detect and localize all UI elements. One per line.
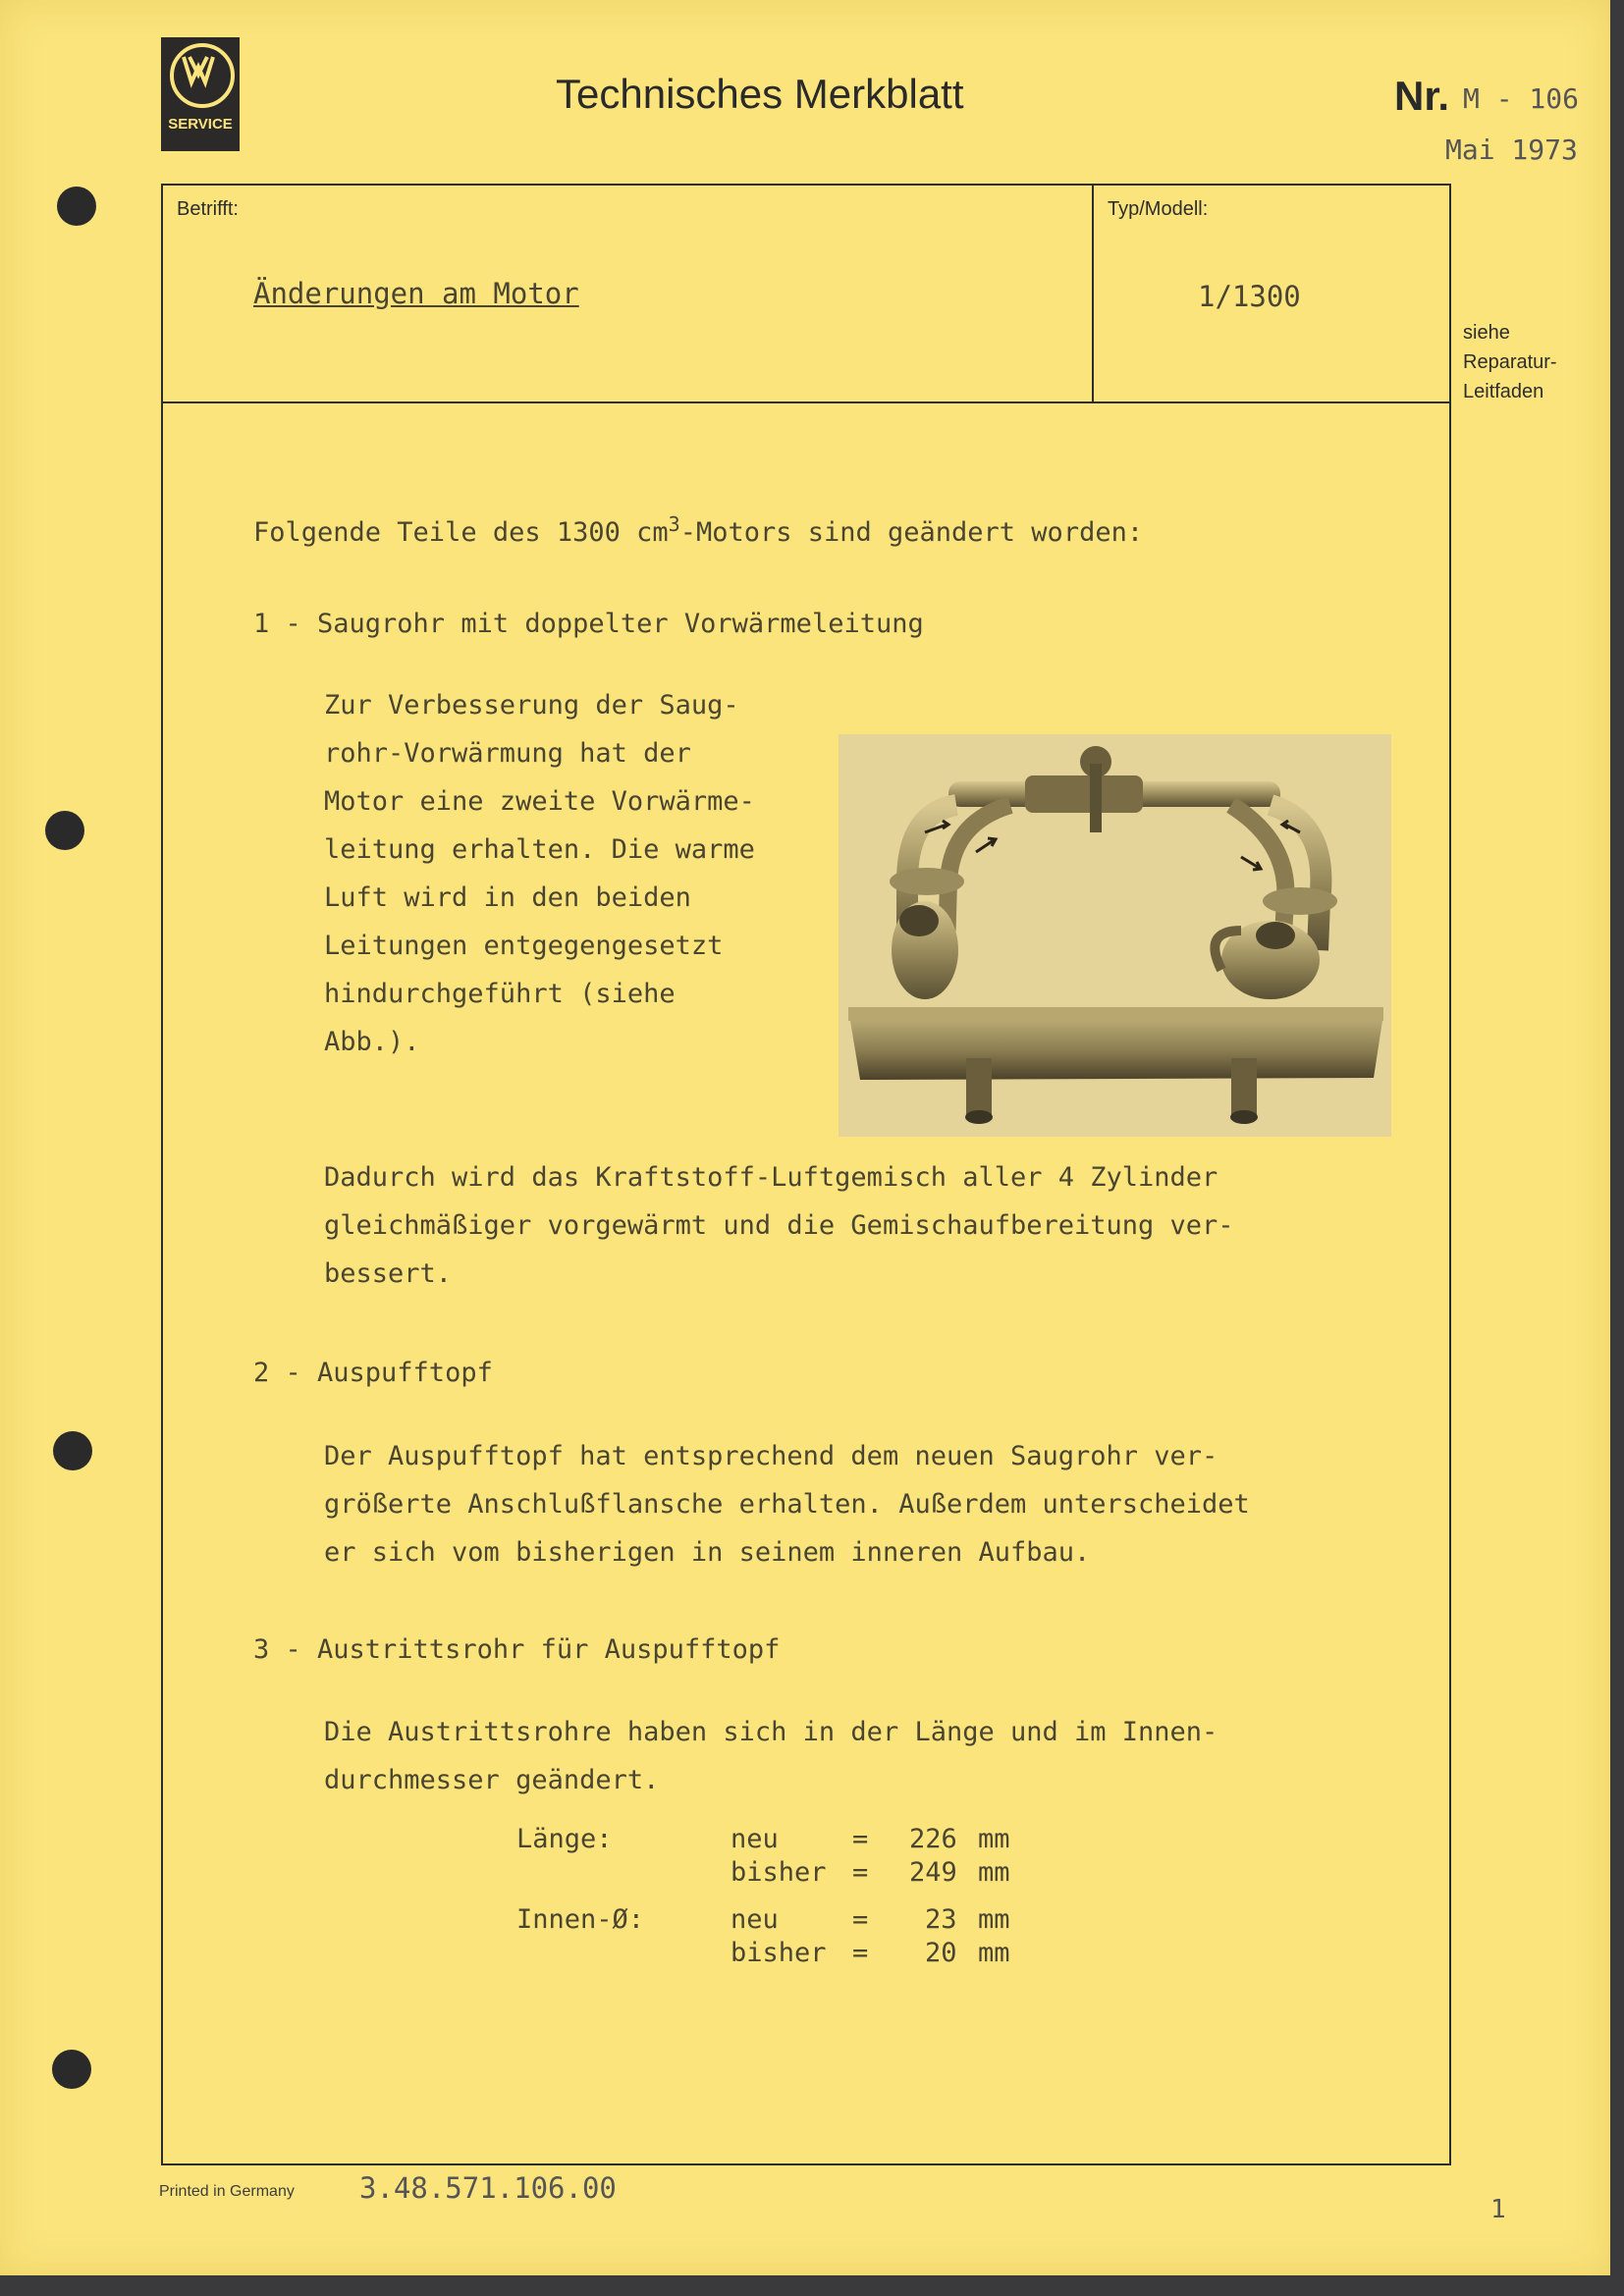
model-value: 1/1300 <box>1198 280 1301 313</box>
text-line: gleichmäßiger vorgewärmt und die Gemischaufbereitung ver- <box>324 1210 1234 1241</box>
model-label: Typ/Modell: <box>1108 198 1209 220</box>
section1-heading: 1 - Saugrohr mit doppelter Vorwärmeleitung <box>253 609 924 639</box>
subject-value: Änderungen am Motor <box>253 277 579 310</box>
intro-before: Folgende Teile des 1300 cm <box>253 517 669 548</box>
intro-superscript: 3 <box>668 512 680 536</box>
text-line: Motor eine zweite Vorwärme- <box>324 786 755 817</box>
spec-eq: = <box>852 1857 869 1888</box>
text-line: Der Auspufftopf hat entsprechend dem neuen Saugrohr ver- <box>324 1441 1218 1471</box>
text-line: er sich vom bisherigen in seinem inneren Aufbau. <box>324 1537 1091 1568</box>
spec-unit: mm <box>978 1938 1010 1968</box>
spec-value: 23 <box>925 1904 957 1935</box>
printed-in-germany: Printed in Germany <box>159 2183 295 2200</box>
punch-hole <box>53 1431 92 1470</box>
nr-label: Nr. <box>1394 73 1450 119</box>
text-line: Dadurch wird das Kraftstoff-Luftgemisch aller 4 Zylinder <box>324 1162 1218 1193</box>
part-number: 3.48.571.106.00 <box>359 2171 617 2205</box>
vw-logo-icon <box>170 43 235 108</box>
spec-label: Länge: <box>516 1824 613 1854</box>
section1-paragraph <box>324 681 755 1066</box>
punch-hole <box>57 187 96 226</box>
spec-eq: = <box>852 1824 869 1854</box>
text-line: größerte Anschlußflansche erhalten. Außerdem unterscheidet <box>324 1489 1250 1520</box>
document-date: Mai 1973 <box>1445 133 1578 166</box>
punch-hole <box>52 2050 91 2089</box>
text-line: bessert. <box>324 1258 453 1289</box>
section1-followup <box>324 1153 1234 1298</box>
logo-service-text: SERVICE <box>168 116 233 133</box>
section3-heading: 3 - Austrittsrohr für Auspufftopf <box>253 1634 781 1665</box>
intake-manifold-photo <box>839 734 1391 1137</box>
spec-eq: = <box>852 1938 869 1968</box>
text-line: Zur Verbesserung der Saug- <box>324 690 739 721</box>
spec-eq: = <box>852 1904 869 1935</box>
vw-service-logo <box>161 37 240 151</box>
spec-value: 249 <box>909 1857 957 1888</box>
text-line: rohr-Vorwärmung hat der <box>324 738 691 769</box>
document-title: Technisches Merkblatt <box>556 71 964 117</box>
spec-unit: mm <box>978 1904 1010 1935</box>
info-box-divider <box>1092 184 1094 401</box>
intro-after: -Motors sind geändert worden: <box>679 517 1144 548</box>
text-line: hindurchgeführt (siehe <box>324 979 676 1009</box>
text-line: Die Austrittsrohre haben sich in der Länge und im Innen- <box>324 1717 1218 1747</box>
side-note-line: Leitfaden <box>1463 381 1544 402</box>
spec-unit: mm <box>978 1857 1010 1888</box>
spec-key: neu <box>731 1824 779 1854</box>
subject-label: Betrifft: <box>177 198 239 220</box>
section2-heading: 2 - Auspufftopf <box>253 1358 493 1388</box>
spec-key: bisher <box>731 1857 827 1888</box>
side-note-line: siehe <box>1463 322 1510 344</box>
text-line: Luft wird in den beiden <box>324 882 691 913</box>
section2-paragraph <box>324 1432 1250 1576</box>
section3-paragraph <box>324 1708 1218 1804</box>
text-line: durchmesser geändert. <box>324 1765 660 1795</box>
text-line: leitung erhalten. Die warme <box>324 834 755 865</box>
spec-key: bisher <box>731 1938 827 1968</box>
side-note-line: Reparatur- <box>1463 351 1557 373</box>
page-number: 1 <box>1490 2195 1506 2224</box>
text-line: Abb.). <box>324 1027 420 1057</box>
side-note <box>1463 318 1557 406</box>
spec-label: Innen-Ø: <box>516 1904 645 1935</box>
spec-key: neu <box>731 1904 779 1935</box>
intro-text <box>253 501 1143 557</box>
punch-hole <box>45 811 84 850</box>
nr-value: M - 106 <box>1463 82 1580 115</box>
spec-unit: mm <box>978 1824 1010 1854</box>
spec-value: 20 <box>925 1938 957 1968</box>
spec-value: 226 <box>909 1824 957 1854</box>
text-line: Leitungen entgegengesetzt <box>324 931 724 961</box>
